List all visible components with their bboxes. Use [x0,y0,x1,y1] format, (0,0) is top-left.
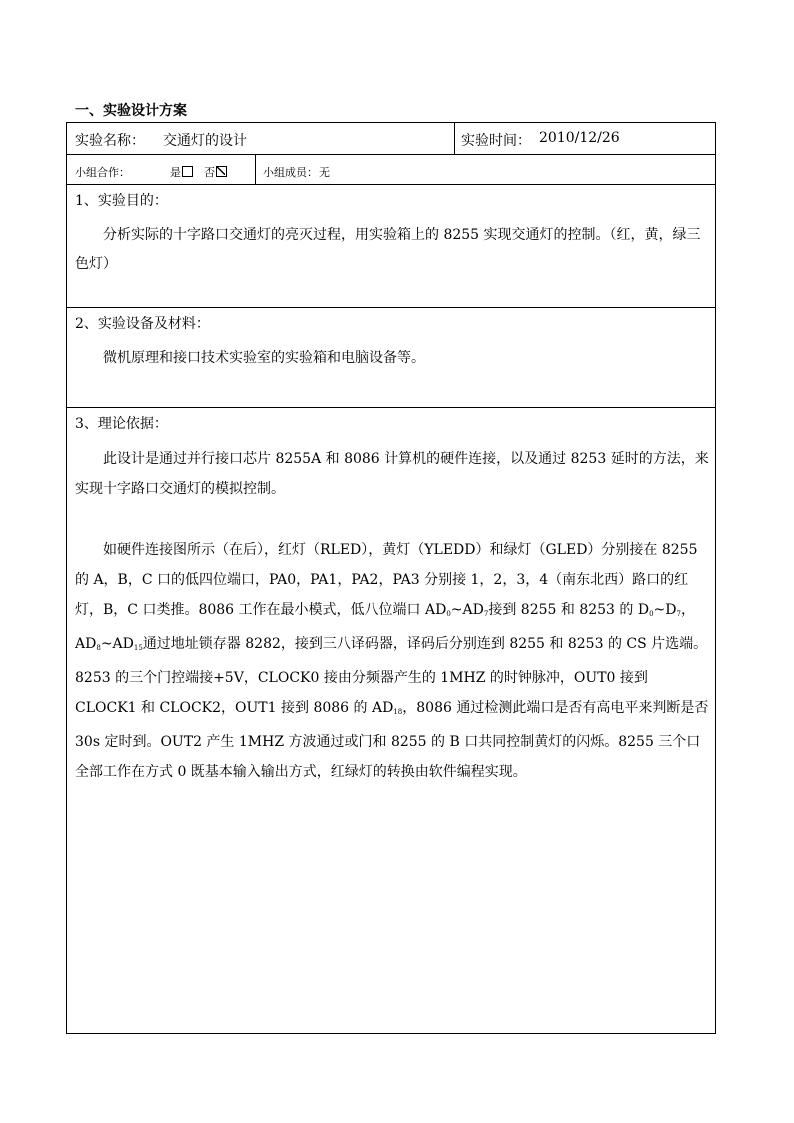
subscript: 15 [133,644,143,652]
purpose-heading: 1、实验目的： [75,193,168,209]
experiment-time-value: 2010/12/26 [539,130,620,146]
tilde: ~AD [450,602,484,618]
no-checkbox[interactable] [216,166,227,177]
equipment-heading: 2、实验设备及材料： [75,316,210,332]
theory-heading: 3、理论依据： [75,416,168,432]
theory-section [67,408,715,1033]
experiment-form [66,122,716,1034]
theory-p2-part1: 如硬件连接图所示（在后），红灯（RLED），黄灯（YLEDD）和绿灯（GLED）分别接在 8255 的 A，B，C 口的低四位端口，PA0，PA1，PA2，PA3 分别接 1，2，3，4（南东北西）路口的红灯，B，C 口类推。8086 工作在最小模式，低八位端口 AD [75,542,698,618]
subscript: 0 [649,610,654,618]
group-yes-label: 是 [170,166,181,179]
experiment-name-label: 实验名称： [75,133,145,149]
group-yes-option[interactable] [170,164,193,180]
equipment-section [67,308,715,408]
group-members-label: 小组成员： [263,166,318,179]
subscript: 0 [446,610,451,618]
subscript: 18 [393,708,403,716]
theory-p2-part2: 接到 8255 和 8253 的 D [488,602,650,618]
purpose-text: 分析实际的十字路口交通灯的亮灭过程，用实验箱上的 8255 实现交通灯的控制。（红，黄，绿三色灯） [75,227,701,272]
group-cooperation-label: 小组合作： [75,166,130,179]
experiment-time-label: 实验时间： [461,133,531,149]
section-title: 一、实验设计方案 [75,103,187,119]
group-row [67,155,715,185]
yes-checkbox[interactable] [182,166,193,177]
subscript: 8 [96,644,101,652]
theory-paragraph-1: 此设计是通过并行接口芯片 8255A 和 8086 计算机的硬件连接，以及通过 8253 延时的方法，来实现十字路口交通灯的模拟控制。 [75,451,709,497]
group-no-label: 否 [204,166,215,179]
purpose-section [67,185,715,308]
separator: ，AD [75,602,695,652]
equipment-text: 微机原理和接口技术实验室的实验箱和电脑设备等。 [103,350,425,366]
subscript: 7 [483,610,489,618]
header-row [67,123,715,155]
tilde: ~D [653,602,677,618]
theory-p2-part4: ，8086 通过检测此端口是否有高电平来判断是否 30s 定时到。OUT2 产生 1MHZ 方波通过或门和 8255 的 B 口共同控制黄灯的闪烁。8255 三个口全部工作在方式 0 既基本输入输出方式，红绿灯的转换由软件编程实现。 [75,700,709,780]
theory-paragraph-2 [75,535,709,787]
theory-p2-part3: 通过地址锁存器 8282，接到三八译码器，译码后分别连到 8255 和 8253 的 CS 片选端。8253 的三个门控端接+5V，CLOCK0 接由分频器产生的 1MHZ 的时钟脉冲，OUT0 接到 CLOCK1 和 CLOCK2，OUT1 接到 8086 的 AD [75,636,708,716]
group-no-option[interactable] [204,164,227,180]
subscript: 7 [676,610,681,618]
header-divider [454,123,455,154]
group-divider [255,155,256,184]
experiment-name-value: 交通灯的设计 [163,133,247,149]
tilde: ~AD [100,636,134,652]
group-members-value: 无 [319,166,330,179]
